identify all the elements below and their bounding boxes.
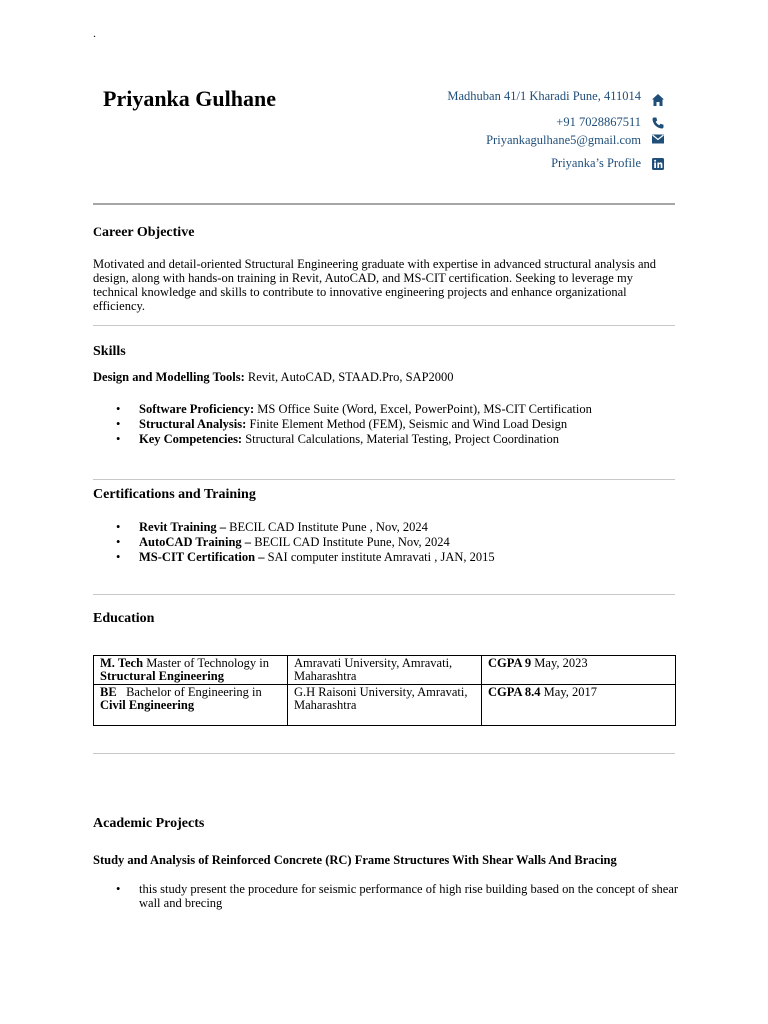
stray-dot: . — [93, 26, 96, 40]
skills-list — [93, 402, 592, 447]
certifications-heading: Certifications and Training — [93, 487, 256, 502]
candidate-name: Priyanka Gulhane — [103, 86, 276, 111]
education-heading: Education — [93, 611, 155, 626]
section-divider — [93, 325, 675, 326]
university-cell: G.H Raisoni University, Amravati, Maharashtra — [288, 685, 482, 726]
degree-cell: BE Bachelor of Engineering in Civil Engineering — [94, 685, 288, 726]
linkedin-icon[interactable] — [651, 157, 665, 171]
list-item: • AutoCAD Training – BECIL CAD Institute Pune, Nov, 2024 — [116, 535, 450, 549]
list-item: • this study present the procedure for seismic performance of high rise building based on the concept of shear wall and brecing — [116, 882, 679, 910]
certifications-list — [93, 520, 495, 565]
list-item: • Structural Analysis: Finite Element Method (FEM), Seismic and Wind Load Design — [116, 417, 568, 431]
career-objective-heading: Career Objective — [93, 225, 195, 240]
project-title: Study and Analysis of Reinforced Concrete (RC) Frame Structures With Shear Walls And Bracing — [93, 853, 617, 867]
section-divider — [93, 594, 675, 595]
table-row — [94, 685, 676, 726]
academic-projects-heading: Academic Projects — [93, 816, 205, 831]
home-icon — [651, 93, 665, 107]
cgpa-cell: CGPA 8.4 May, 2017 — [482, 685, 676, 726]
address-text: Madhuban 41/1 Kharadi Pune, 411014 — [447, 89, 641, 103]
table-row — [94, 656, 676, 685]
list-item: • Software Proficiency: MS Office Suite (Word, Excel, PowerPoint), MS-CIT Certification — [116, 402, 592, 416]
phone-text[interactable]: +91 7028867511 — [556, 115, 641, 129]
design-tools-line: Design and Modelling Tools: Revit, AutoCAD, STAAD.Pro, SAP2000 — [93, 370, 454, 384]
university-cell: Amravati University, Amravati, Maharashtra — [288, 656, 482, 685]
email-icon — [651, 132, 665, 146]
skills-heading: Skills — [93, 344, 126, 359]
degree-cell: M. Tech Master of Technology in Structural Engineering — [94, 656, 288, 685]
cgpa-cell: CGPA 9 May, 2023 — [482, 656, 676, 685]
project-list — [93, 882, 679, 910]
section-divider — [93, 753, 675, 754]
header-divider — [93, 203, 675, 205]
list-item: • Key Competencies: Structural Calculations, Material Testing, Project Coordination — [116, 432, 559, 446]
phone-icon — [651, 116, 665, 130]
career-objective-text: Motivated and detail-oriented Structural Engineering graduate with expertise in advanced structural analysis and design, along with hands-on training in Revit, AutoCAD, and MS-CIT certification. Seeking to leverage my technical knowledge and skills to contribute to innovative engineering projects and enhance organizational efficiency. — [93, 257, 657, 313]
list-item: • MS-CIT Certification – SAI computer institute Amravati , JAN, 2015 — [116, 550, 495, 564]
profile-link[interactable]: Priyanka’s Profile — [551, 156, 641, 170]
education-table — [93, 655, 676, 726]
list-item: • Revit Training – BECIL CAD Institute Pune , Nov, 2024 — [116, 520, 428, 534]
section-divider — [93, 479, 675, 480]
email-link[interactable]: Priyankagulhane5@gmail.com — [486, 133, 641, 147]
